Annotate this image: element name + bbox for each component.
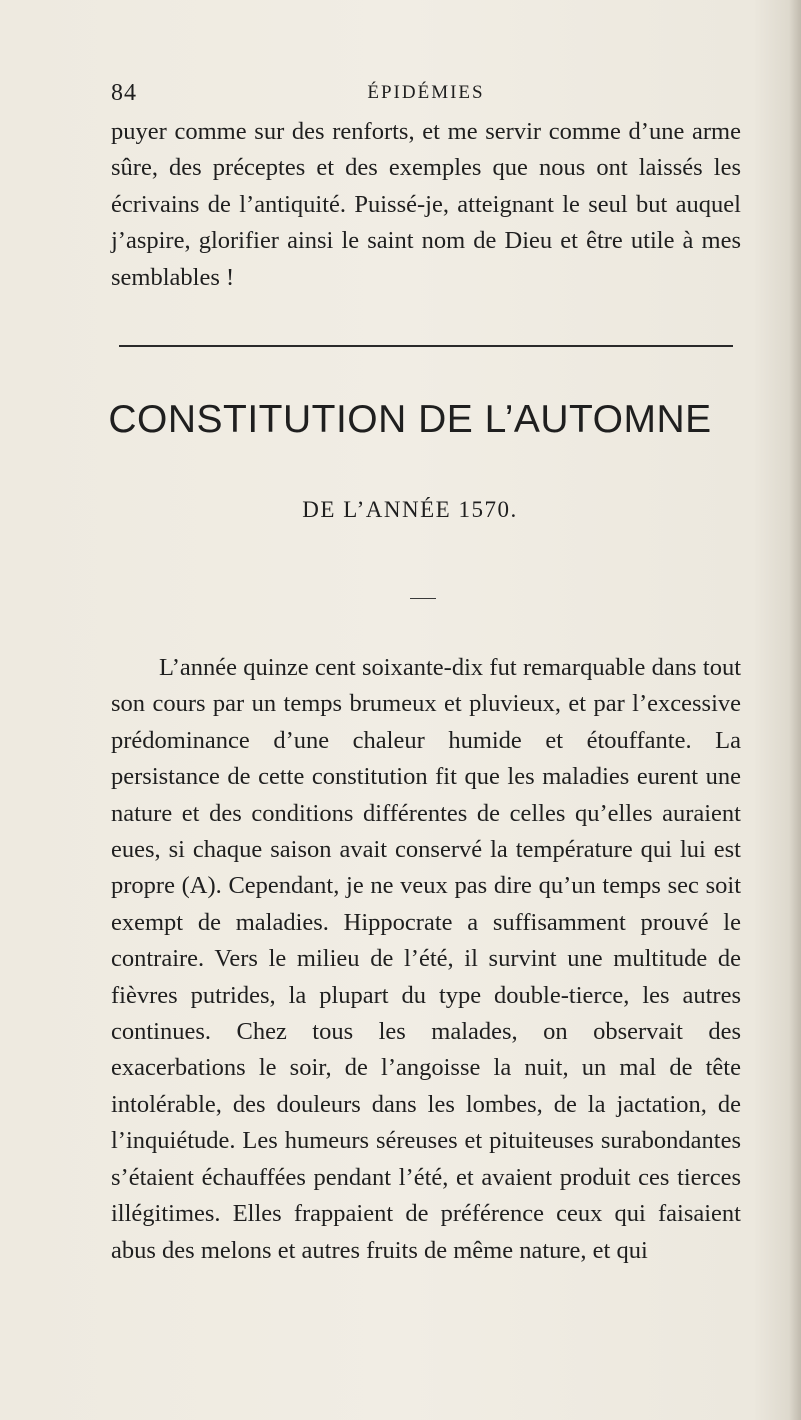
page-number: 84 — [111, 80, 137, 106]
section-subtitle: DE L’ANNÉE 1570. — [302, 497, 518, 522]
short-divider — [410, 598, 436, 599]
page-edge-shadow — [789, 0, 801, 1420]
page-header — [111, 80, 741, 110]
main-paragraph: L’année quinze cent soixante-dix fut remarquable dans tout son cours par un temps brumeux et pluvieux, et par l’excessive prédominance d’une chaleur humide et étouffante. La persistance de cette constitution fit que les maladies eurent une nature et des conditions différentes de celles qu’elles auraient eues, si chaque saison avait conservé la température qui lui est propre (A). Cependant, je ne veux pas dire qu’un temps sec soit exempt de maladies. Hippocrate a suffisamment prouvé le contraire. Vers le milieu de l’été, il survint une multitude de fièvres putrides, la plupart du type double-tierce, les autres continues. Chez tous les malades, on observait des exacerbations le soir, de l’angoisse la nuit, un mal de tête intolérable, des douleurs dans les lombes, de la jactation, de l’inquiétude. Les humeurs séreuses et pituiteuses surabondantes s’étaient échauffées pendant l’été, et avaient produit ces tierces illégitimes. Elles frappaient de préférence ceux qui faisaient abus des melons et autres fruits de même nature, et qui — [111, 654, 741, 1264]
section-divider — [119, 345, 733, 347]
section-title: CONSTITUTION DE L’AUTOMNE — [108, 398, 712, 441]
intro-paragraph: puyer comme sur des renforts, et me servir comme d’une arme sûre, des préceptes et des exemples que nous ont laissés les écrivains de l’antiquité. Puissé-je, atteignant le seul but auquel j’aspire, glorifier ainsi le saint nom de Dieu et être utile à mes semblables ! — [111, 118, 741, 291]
running-head: ÉPIDÉMIES — [367, 82, 485, 103]
